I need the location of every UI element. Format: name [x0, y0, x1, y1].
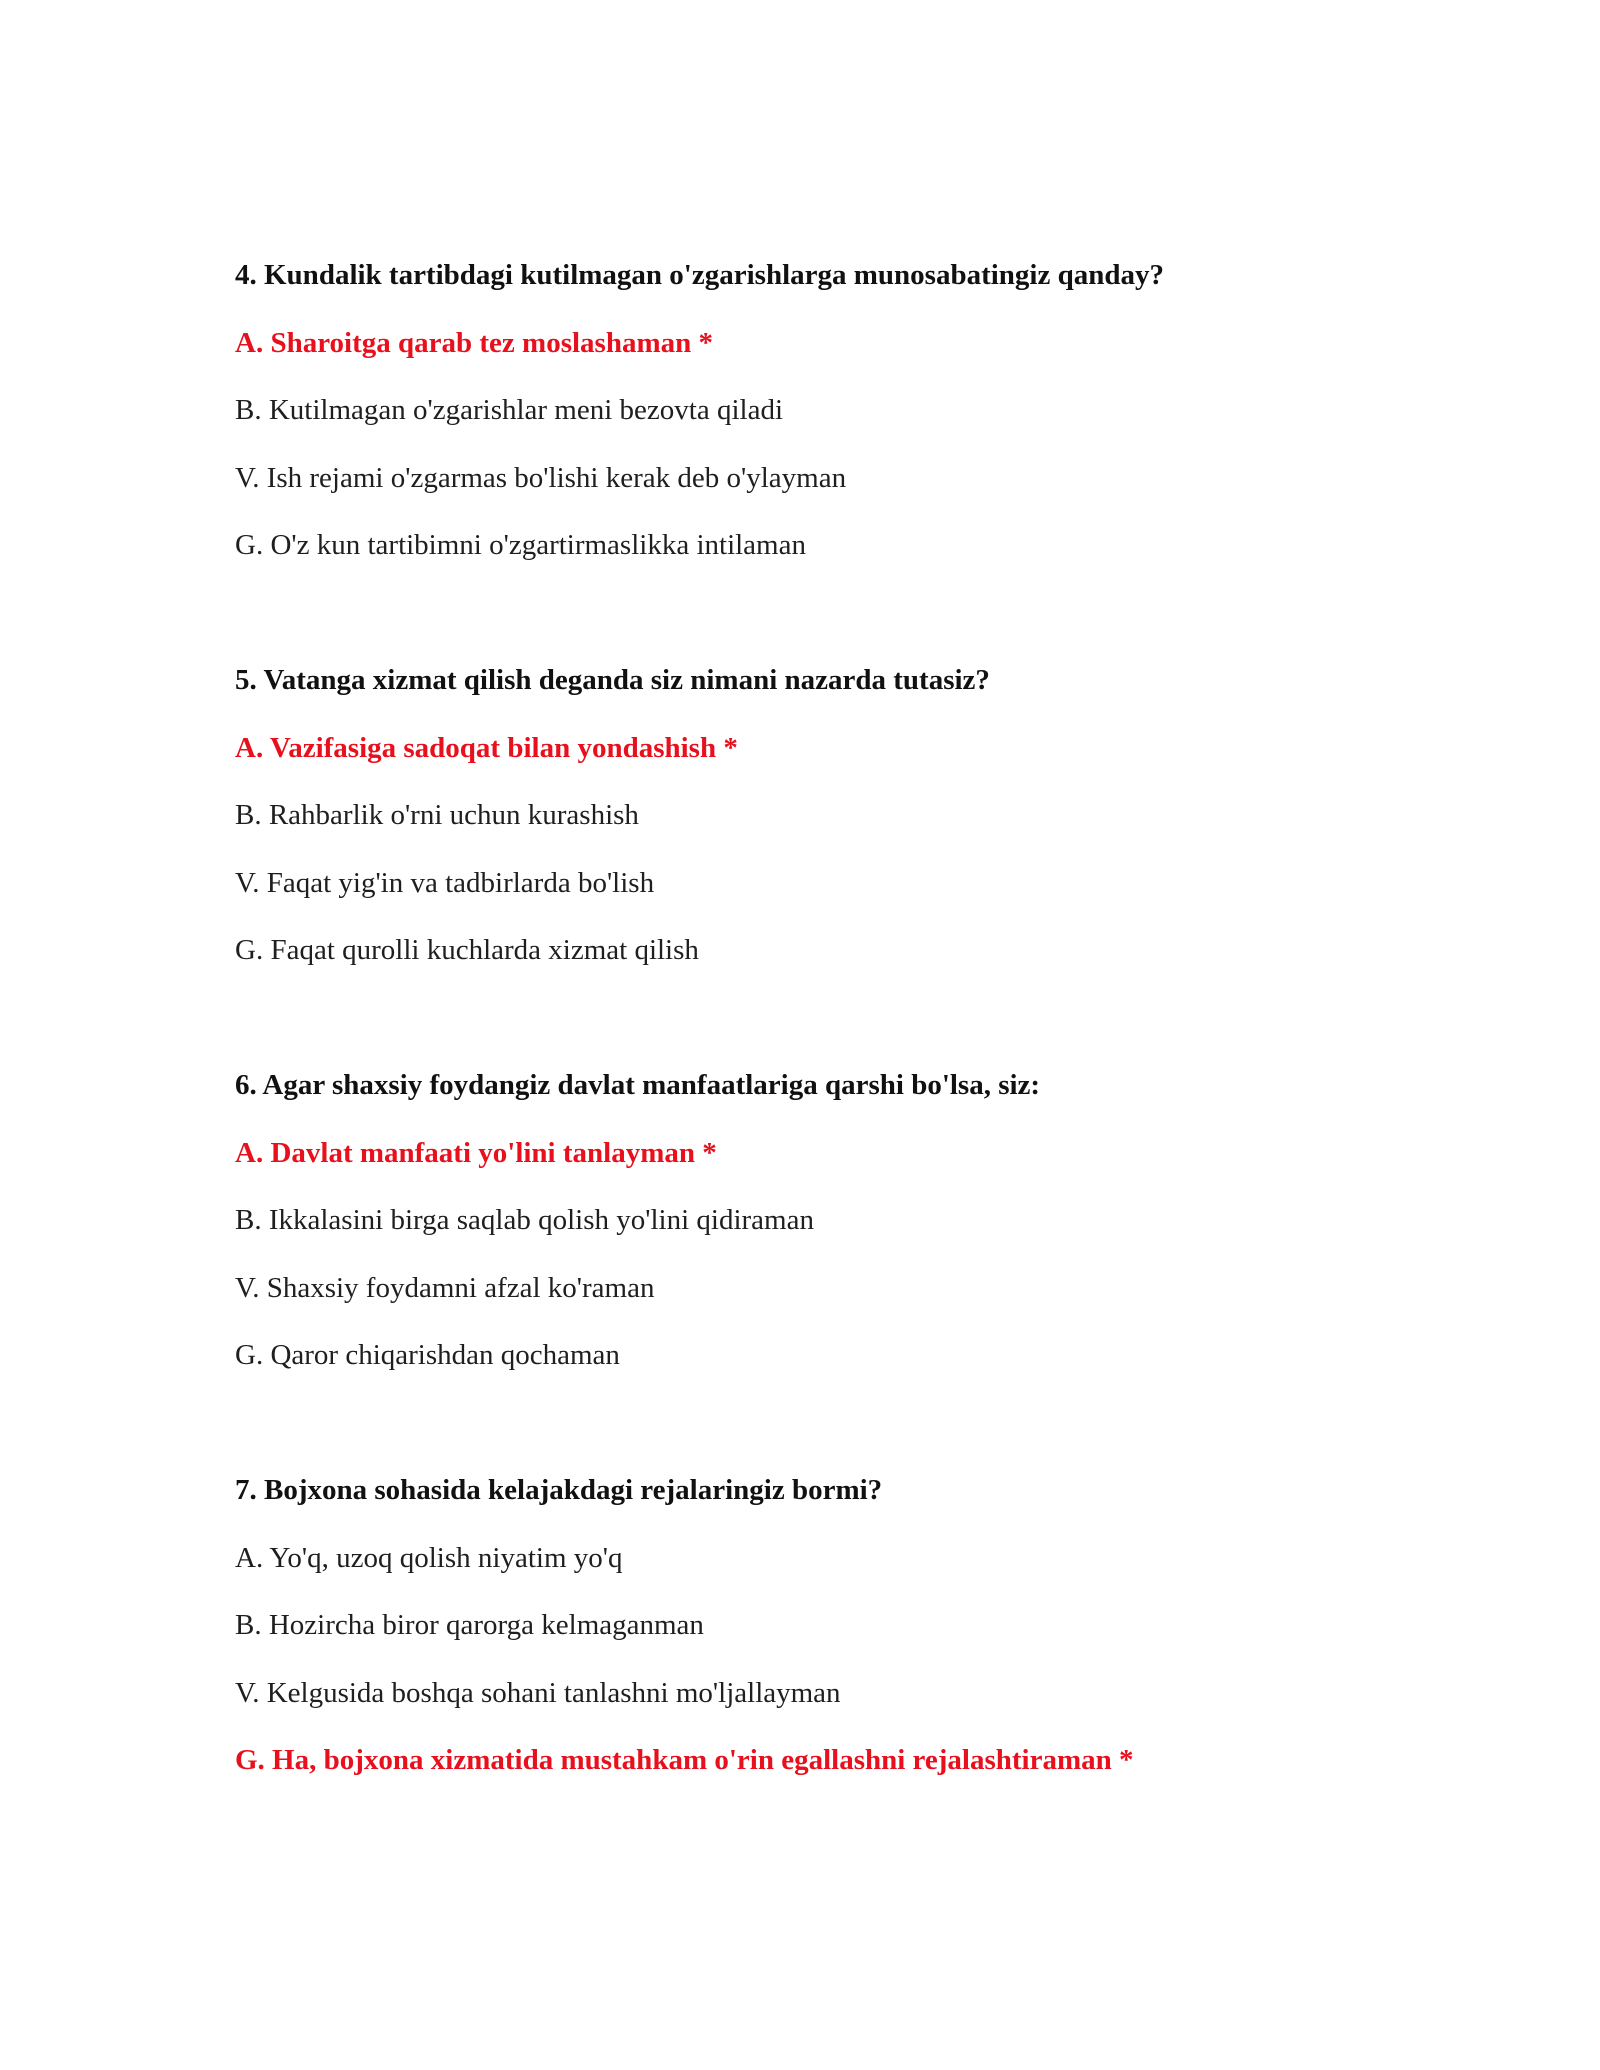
option-v: V. Ish rejami o'zgarmas bo'lishi kerak deb o'ylayman: [235, 461, 847, 494]
question-text: 7. Bojxona sohasida kelajakdagi rejalaringiz bormi?: [235, 1474, 883, 1506]
option-b: B. Hozircha biror qarorga kelmaganman: [235, 1609, 704, 1642]
option-b: B. Kutilmagan o'zgarishlar meni bezovta qiladi: [235, 394, 784, 427]
option-v: V. Faqat yig'in va tadbirlarda bo'lish: [235, 866, 655, 899]
question-text: 4. Kundalik tartibdagi kutilmagan o'zgarishlarga munosabatingiz qanday?: [235, 259, 1164, 291]
option-a-correct: A. Davlat manfaati yo'lini tanlayman *: [235, 1136, 717, 1169]
option-a-correct: A. Sharoitga qarab tez moslashaman *: [235, 326, 713, 359]
option-b: B. Rahbarlik o'rni uchun kurashish: [235, 799, 639, 832]
option-a-correct: A. Vazifasiga sadoqat bilan yondashish *: [235, 731, 738, 764]
option-v: V. Kelgusida boshqa sohani tanlashni mo'ljallayman: [235, 1676, 841, 1709]
option-g: G. Qaror chiqarishdan qochaman: [235, 1339, 620, 1372]
option-g-correct: G. Ha, bojxona xizmatida mustahkam o'rin egallashni rejalashtiraman *: [235, 1744, 1134, 1777]
option-b: B. Ikkalasini birga saqlab qolish yo'lini qidiraman: [235, 1204, 814, 1237]
question-text: 6. Agar shaxsiy foydangiz davlat manfaatlariga qarshi bo'lsa, siz:: [235, 1069, 1041, 1101]
option-g: G. O'z kun tartibimni o'zgartirmaslikka intilaman: [235, 529, 806, 562]
option-v: V. Shaxsiy foydamni afzal ko'raman: [235, 1271, 655, 1304]
option-a: A. Yo'q, uzoq qolish niyatim yo'q: [235, 1541, 623, 1574]
question-4: [235, 257, 1435, 595]
question-7: [235, 1472, 1435, 1810]
question-5: [235, 662, 1435, 1000]
question-text: 5. Vatanga xizmat qilish deganda siz nimani nazarda tutasiz?: [235, 664, 990, 696]
question-6: [235, 1067, 1435, 1405]
option-g: G. Faqat qurolli kuchlarda xizmat qilish: [235, 934, 699, 967]
